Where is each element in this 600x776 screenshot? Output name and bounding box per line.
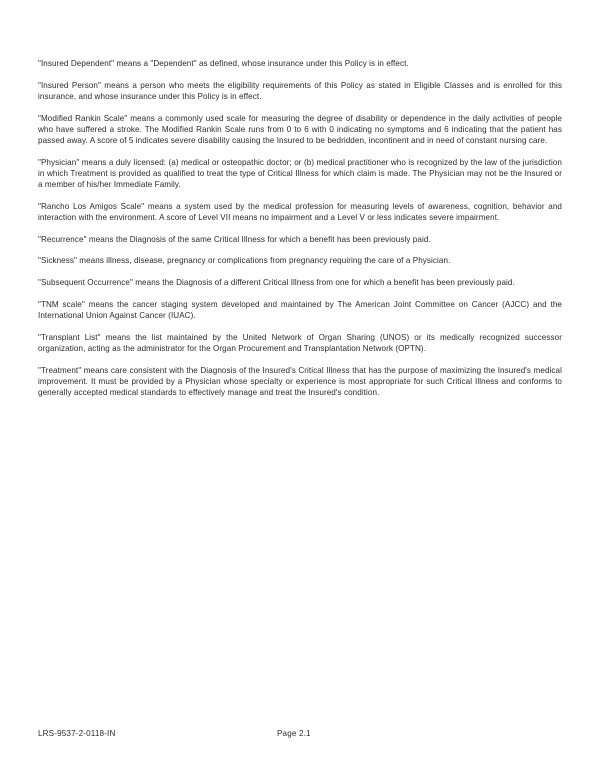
- definition-paragraph-insured-dependent: "Insured Dependent" means a "Dependent" as defined, whose insurance under this Policy is in effect.: [38, 59, 409, 68]
- definition-paragraph-modified-rankin-scale: "Modified Rankin Scale" means a commonly used scale for measuring the degree of disability or dependence in the daily activities of people who have suffered a stroke. The Modified Rankin Scale runs from 0 to 6 with 0 indicating no symptoms and 6 indicating that the patient has passed away. A score of 5 indicates severe disability causing the Insured to be bedridden, incontinent and in need of constant nursing care.: [38, 113, 562, 146]
- page-footer: [0, 728, 600, 742]
- definition-paragraph-insured-person: "Insured Person" means a person who meets the eligibility requirements of this Policy as stated in Eligible Classes and is enrolled for this insurance, and whose insurance under this Policy is in effect.: [38, 80, 562, 101]
- footer-form-code: LRS-9537-2-0118-IN: [38, 729, 116, 738]
- definition-paragraph-sickness: "Sickness" means illness, disease, pregnancy or complications from pregnancy requiring the care of a Physician.: [38, 256, 451, 266]
- definition-paragraph-physician: "Physician" means a duly licensed: (a) medical or osteopathic doctor; or (b) medical practitioner who is recognized by the law of the jurisdiction in which Treatment is provided as qualified to treat the type of Critical Illness for which claim is made. The Physician may not be the Insured or a member of his/her Immediate Family.: [38, 157, 562, 190]
- document-body: [38, 58, 562, 398]
- definition-paragraph-subsequent-occurrence: "Subsequent Occurrence" means the Diagnosis of a different Critical Illness from one for which a benefit has been previously paid.: [38, 278, 515, 288]
- definition-paragraph-treatment: "Treatment" means care consistent with the Diagnosis of the Insured's Critical Illness that has the purpose of maximizing the Insured's medical improvement. It must be provided by a Physician whose specialty or experience is most appropriate for such Critical Illness and conforms to generally accepted medical standards to effectively manage and treat the Insured's condition.: [38, 365, 562, 398]
- definition-paragraph-rancho-los-amigos-scale: "Rancho Los Amigos Scale" means a system used by the medical profession for measuring levels of awareness, cognition, behavior and interaction with the environment. A score of Level VII means no impairment and a Level V or less indicates severe impairment.: [38, 201, 562, 223]
- footer-page-number: Page 2.1: [277, 729, 311, 738]
- definition-paragraph-transplant-list: "Transplant List" means the list maintained by the United Network of Organ Sharing (UNOS) or its medically recognized successor organization, acting as the administrator for the Organ Procurement and Transplantation Network (OPTN).: [38, 332, 562, 353]
- definition-paragraph-recurrence: "Recurrence" means the Diagnosis of the same Critical Illness for which a benefit has been previously paid.: [38, 234, 431, 244]
- definition-paragraph-tnm-scale: "TNM scale" means the cancer staging system developed and maintained by The American Joint Committee on Cancer (AJCC) and the International Union Against Cancer (IUAC).: [38, 299, 562, 321]
